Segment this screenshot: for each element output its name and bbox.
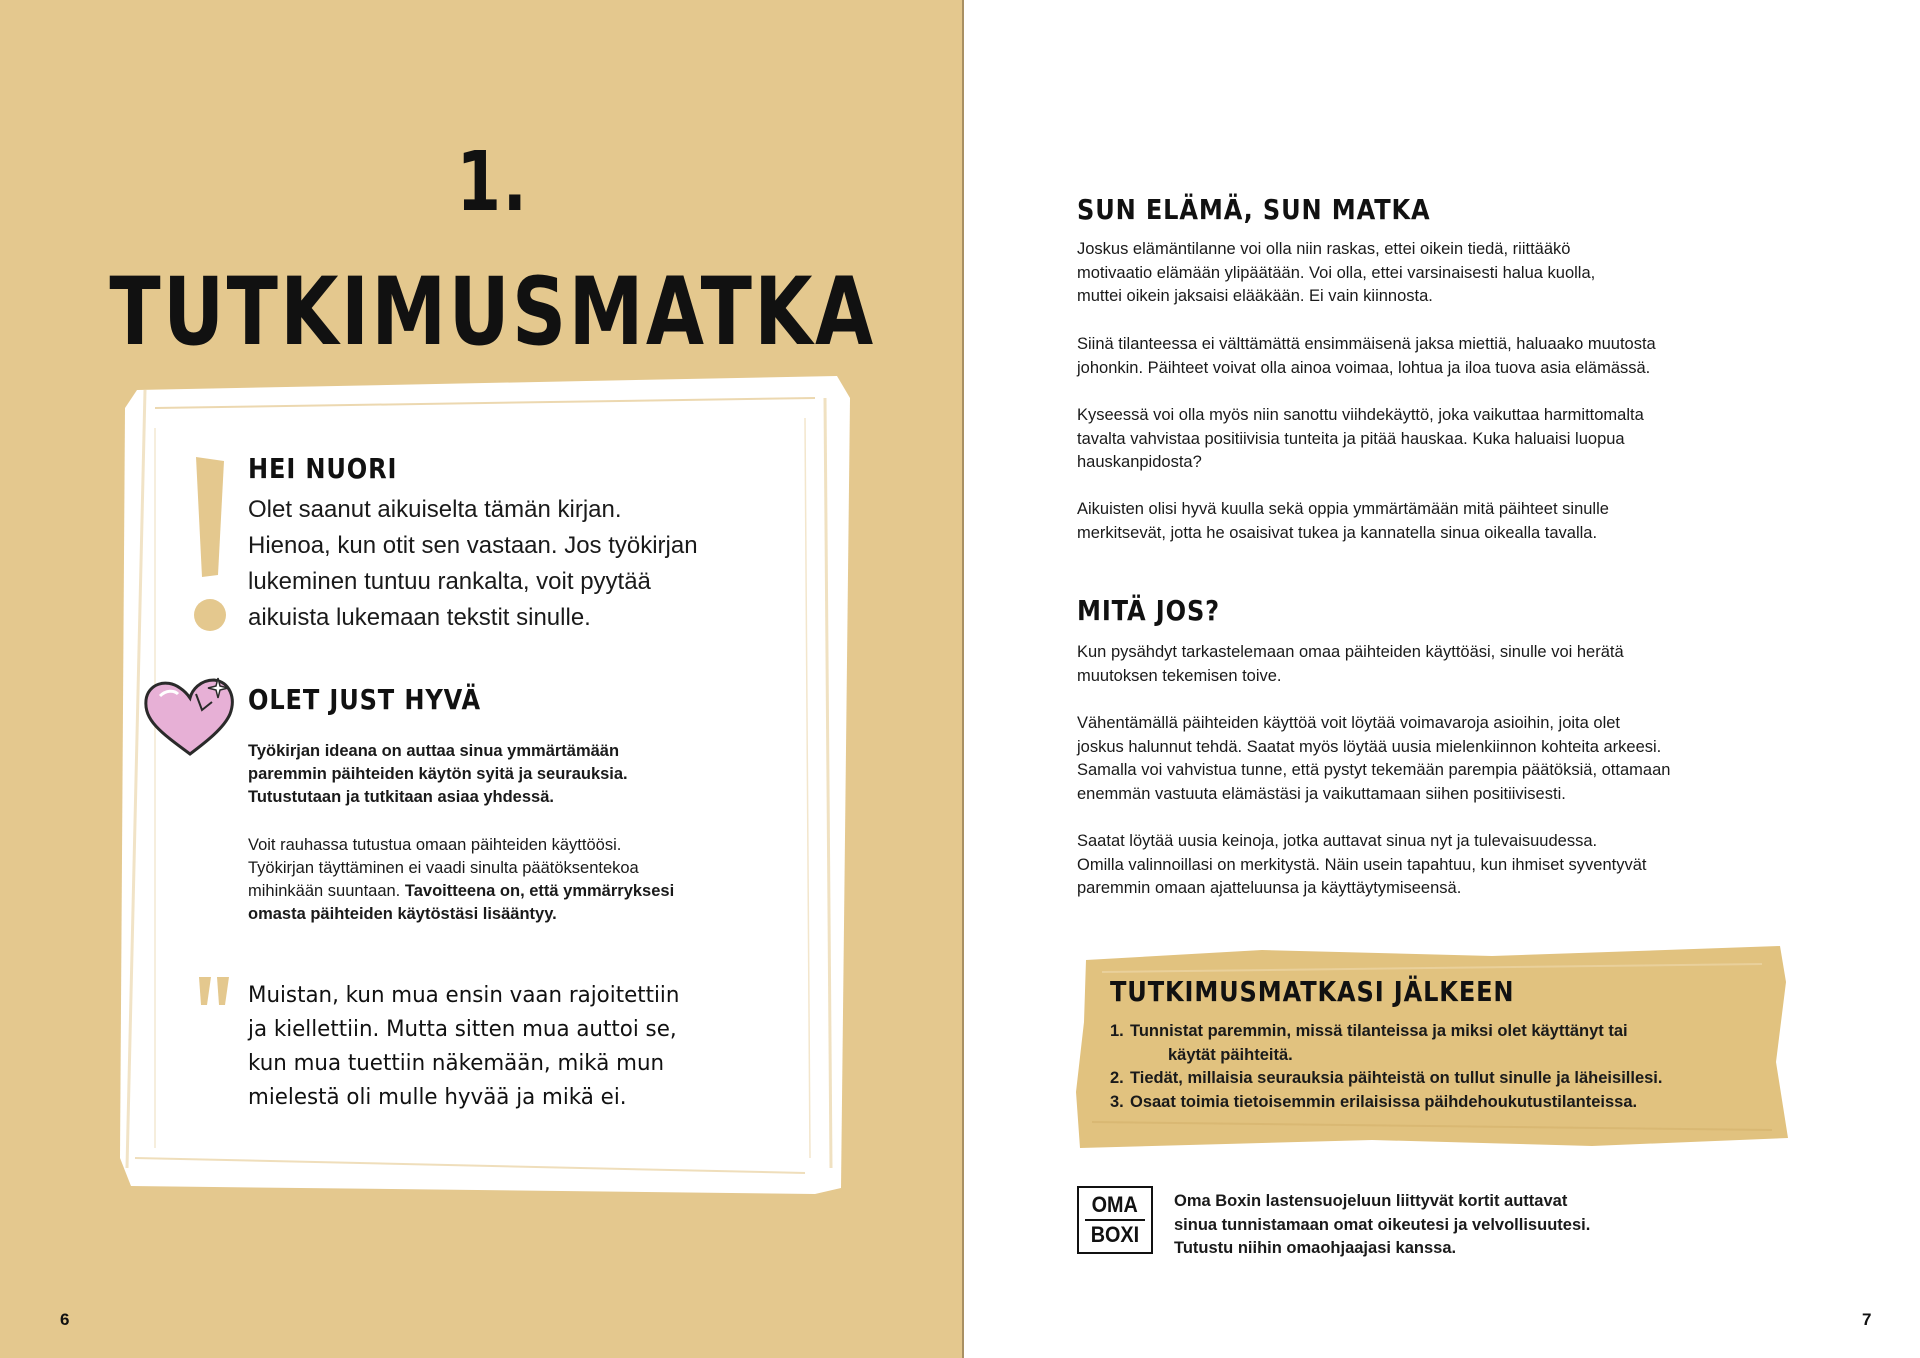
text-line: muttei oikein jaksaisi elääkään. Ei vain kiinnosta.: [1077, 287, 1433, 305]
para-line: omasta päihteiden käytöstäsi lisääntyy.: [248, 905, 557, 923]
oma-boxi-logo: [1077, 1186, 1153, 1254]
sun-elama-para-2: [1077, 333, 1757, 380]
text-line: Omilla valinnoillasi on merkitystä. Näin usein tapahtuu, kun ihmiset syventyvät: [1077, 855, 1647, 874]
quote-line: ja kiellettiin. Mutta sitten mua auttoi se,: [248, 1016, 677, 1042]
hei-nuori-line: aikuista lukemaan tekstit sinulle.: [248, 604, 591, 631]
para-line: Voit rauhassa tutustua omaan päihteiden käyttöösi.: [248, 836, 622, 854]
logo-line-2: BOXI: [1090, 1222, 1140, 1247]
olet-just-hyva-bold: [248, 740, 768, 809]
box-list-item: [1110, 1091, 1750, 1115]
text-line: joskus halunnut tehdä. Saatat myös löytää uusia mielenkiinnon kohteita arkeesi.: [1077, 737, 1662, 756]
para-line-start: mihinkään suuntaan.: [248, 882, 405, 900]
list-number: 3.: [1110, 1092, 1124, 1111]
olet-just-hyva-para: [248, 834, 768, 926]
page-number-right: 7: [1862, 1310, 1872, 1329]
hei-nuori-line: lukeminen tuntuu rankalta, voit pyytää: [248, 568, 651, 595]
para-line: [248, 880, 768, 903]
box-list: [1110, 1020, 1750, 1114]
box-list-item: [1110, 1067, 1750, 1091]
text-line: hauskanpidosta?: [1077, 453, 1202, 471]
para-line: Työkirjan täyttäminen ei vaadi sinulta päätöksentekoa: [248, 859, 639, 877]
caption-line: Tutustu niihin omaohjaajasi kanssa.: [1174, 1239, 1457, 1257]
sun-elama-heading: SUN ELÄMÄ, SUN MATKA: [1077, 193, 1431, 226]
hei-nuori-line: Hienoa, kun otit sen vastaan. Jos työkirjan: [248, 532, 698, 559]
box-heading: TUTKIMUSMATKASI JÄLKEEN: [1110, 975, 1515, 1008]
text-line: muutoksen tekemisen toive.: [1077, 666, 1282, 685]
text-line: Aikuisten olisi hyvä kuulla sekä oppia ymmärtämään mitä päihteet sinulle: [1077, 500, 1609, 518]
logo-caption: [1174, 1190, 1734, 1261]
heart-icon: [140, 672, 240, 762]
text-line: Saatat löytää uusia keinoja, jotka auttavat sinua nyt ja tulevaisuudessa.: [1077, 832, 1598, 850]
text-line: Samalla voi vahvistua tunne, että pystyt tekemään parempia päätöksiä, ottamaan: [1077, 761, 1671, 779]
quote-line: mielestä oli mulle hyvää ja mikä ei.: [248, 1084, 627, 1110]
caption-line: Oma Boxin lastensuojeluun liittyvät kortit auttavat: [1174, 1192, 1568, 1210]
text-line: Kun pysähdyt tarkastelemaan omaa päihteiden käyttöäsi, sinulle voi herätä: [1077, 643, 1624, 661]
logo-divider: [1085, 1219, 1145, 1221]
bold-line: Työkirjan ideana on auttaa sinua ymmärtämään: [248, 742, 620, 760]
hei-nuori-text: [248, 492, 748, 636]
mita-jos-para-2: [1077, 712, 1757, 806]
text-line: Vähentämällä päihteiden käyttöä voit löytää voimavaroja asioihin, joita olet: [1077, 714, 1620, 732]
text-line: johonkin. Päihteet voivat olla ainoa voimaa, lohtua ja iloa tuova asia elämässä.: [1077, 358, 1651, 377]
chapter-number: 1.: [456, 135, 529, 230]
bold-line: Tutustutaan ja tutkitaan asiaa yhdessä.: [248, 788, 554, 806]
box-list-item: [1110, 1020, 1750, 1067]
caption-line: sinua tunnistamaan omat oikeutesi ja velvollisuutesi.: [1174, 1215, 1591, 1234]
quote-line: Muistan, kun mua ensin vaan rajoitettiin: [248, 982, 680, 1008]
list-line: Osaat toimia tietoisemmin erilaisissa päihdehoukutustilanteissa.: [1130, 1092, 1638, 1111]
para-line-bold: Tavoitteena on, että ymmärryksesi: [404, 882, 675, 900]
text-line: Joskus elämäntilanne voi olla niin raskas, ettei oikein tiedä, riittääkö: [1077, 240, 1571, 258]
text-line: enemmän vastuuta elämästäsi ja vaikuttamaan siihen positiivisesti.: [1077, 784, 1566, 803]
text-line: tavalta vahvistaa positiivisia tunteita ja pitää hauskaa. Kuka haluaisi luopua: [1077, 429, 1625, 448]
olet-just-hyva-heading: OLET JUST HYVÄ: [248, 683, 482, 716]
mita-jos-heading: MITÄ JOS?: [1077, 594, 1220, 627]
logo-line-1: OMA: [1091, 1192, 1139, 1217]
quote-text: [248, 978, 742, 1114]
bold-line: paremmin päihteiden käytön syitä ja seurauksia.: [248, 765, 628, 783]
list-line: Tiedät, millaisia seurauksia päihteistä on tullut sinulle ja läheisillesi.: [1130, 1069, 1663, 1087]
chapter-title: TUTKIMUSMATKA: [109, 258, 876, 367]
list-number: 1.: [1110, 1022, 1124, 1040]
quote-icon: [195, 975, 235, 1015]
list-line: käytät päihteitä.: [1168, 1045, 1293, 1064]
mita-jos-para-3: [1077, 830, 1757, 901]
list-line: Tunnistat paremmin, missä tilanteissa ja miksi olet käyttänyt tai: [1130, 1022, 1628, 1040]
page-number-left: 6: [60, 1310, 70, 1329]
sun-elama-para-4: [1077, 498, 1757, 545]
hei-nuori-heading: HEI NUORI: [248, 452, 398, 485]
quote-line: kun mua tuettiin näkemään, mikä mun: [248, 1050, 665, 1076]
text-line: Kyseessä voi olla myös niin sanottu viihdekäyttö, joka vaikuttaa harmittomalta: [1077, 406, 1644, 424]
mita-jos-para-1: [1077, 641, 1757, 688]
text-line: Siinä tilanteessa ei välttämättä ensimmäisenä jaksa miettiä, haluaako muutosta: [1077, 335, 1656, 353]
hei-nuori-line: Olet saanut aikuiselta tämän kirjan.: [248, 496, 622, 523]
text-line: merkitsevät, jotta he osaisivat tukea ja kannatella sinua oikealla tavalla.: [1077, 523, 1598, 542]
text-line: paremmin omaan ajatteluunsa ja käyttäytymiseensä.: [1077, 879, 1462, 897]
sun-elama-para-3: [1077, 404, 1757, 475]
text-line: motivaatio elämään ylipäätään. Voi olla, ettei varsinaisesti halua kuolla,: [1077, 263, 1596, 282]
exclamation-icon: [190, 455, 230, 635]
list-number: 2.: [1110, 1069, 1124, 1087]
sun-elama-para-1: [1077, 238, 1757, 309]
